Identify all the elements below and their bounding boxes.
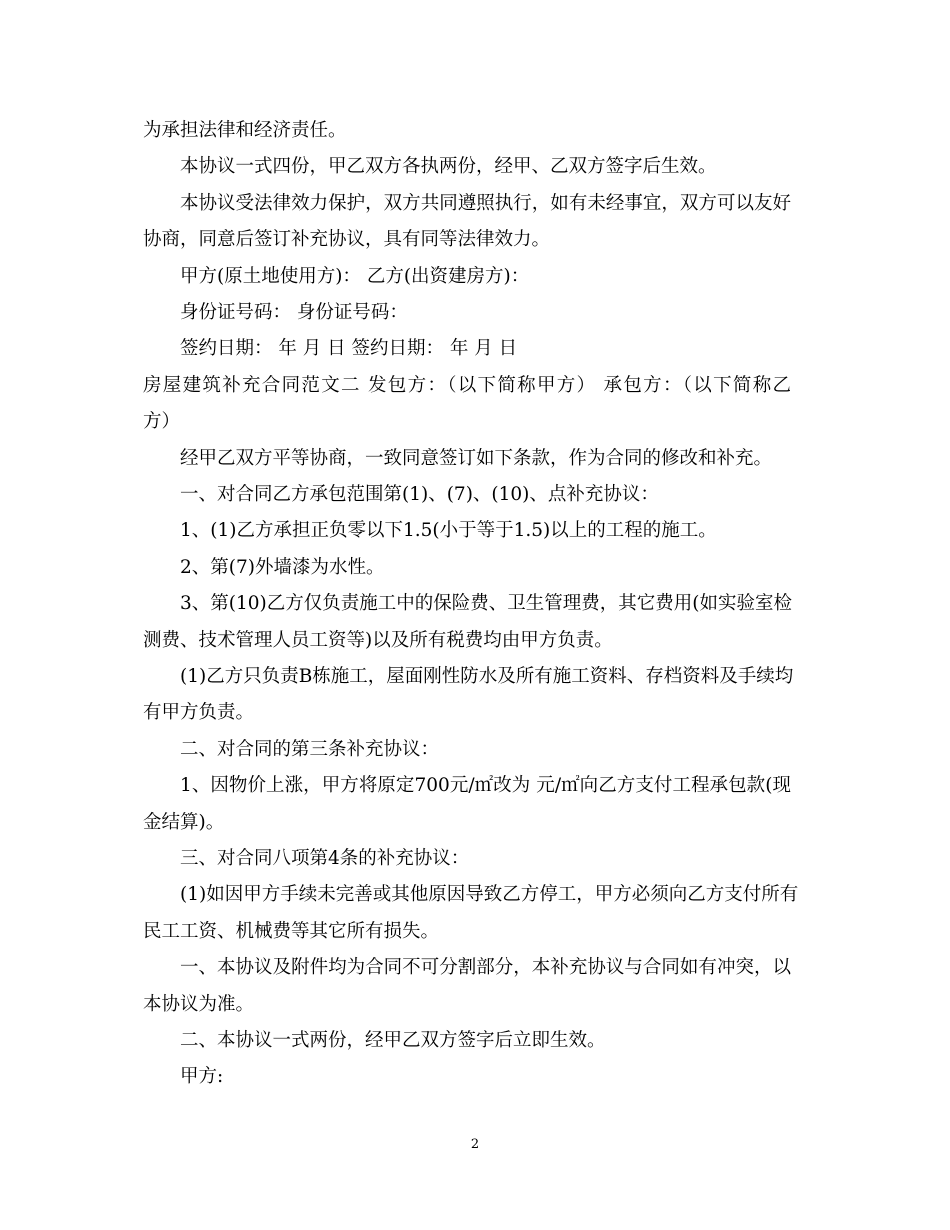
text-line: 民工工资、机械费等其它所有损失。: [143, 920, 440, 942]
text-line: 甲方:: [180, 1066, 224, 1088]
text-line: 一、本协议及附件均为合同不可分割部分，本补充协议与合同如有冲突，以: [180, 957, 791, 979]
text-line: 1、因物价上涨，甲方将原定700元/㎡改为 元/㎡向乙方支付工程承包款(现: [180, 775, 791, 797]
page-number: 2: [470, 1137, 480, 1152]
text-line: 本协议为准。: [143, 993, 255, 1015]
text-line: 三、对合同八项第4条的补充协议：: [180, 848, 470, 869]
text-line: 甲方(原土地使用方)： 乙方(出资建房方)：: [180, 265, 530, 287]
text-line: 1、(1)乙方承担正负零以下1.5(小于等于1.5)以上的工程的施工。: [180, 520, 717, 542]
text-line: (1)如因甲方手续未完善或其他原因导致乙方停工，甲方必须向乙方支付所有: [180, 884, 799, 906]
text-line: 签约日期： 年 月 日 签约日期： 年 月 日: [180, 338, 518, 360]
text-line: 经甲乙双方平等协商，一致同意签订如下条款，作为合同的修改和补充。: [180, 447, 773, 469]
text-line: 身份证号码： 身份证号码：: [180, 302, 408, 323]
text-line: 一、对合同乙方承包范围第(1)、(7)、(10)、点补充协议：: [180, 484, 659, 505]
text-line: 协商，同意后签订补充协议，具有同等法律效力。: [143, 229, 551, 251]
text-line: 测费、技术管理人员工资等)以及所有税费均由甲方负责。: [143, 629, 613, 651]
text-line: 二、本协议一式两份，经甲乙双方签字后立即生效。: [180, 1030, 606, 1051]
text-line: 3、第(10)乙方仅负责施工中的保险费、卫生管理费，其它费用(如实验室检: [180, 593, 792, 615]
text-line: 二、对合同的第三条补充协议：: [180, 738, 440, 760]
text-line: (1)乙方只负责B栋施工，屋面刚性防水及所有施工资料、存档资料及手续均: [180, 666, 794, 687]
section-heading-line: 房屋建筑补充合同范文二 发包方：（以下简称甲方） 承包方：（以下简称乙: [143, 374, 791, 396]
text-line: 金结算)。: [143, 811, 225, 833]
text-line: 有甲方负责。: [143, 702, 255, 724]
text-line: 为承担法律和经济责任。: [143, 120, 347, 141]
text-line: 本协议一式四份，甲乙双方各执两份，经甲、乙双方签字后生效。: [180, 156, 717, 178]
text-line: 本协议受法律效力保护，双方共同遵照执行，如有未经事宜，双方可以友好: [180, 192, 791, 214]
text-line: 2、第(7)外墙漆为水性。: [180, 556, 385, 578]
text-line: 方）: [143, 411, 181, 433]
